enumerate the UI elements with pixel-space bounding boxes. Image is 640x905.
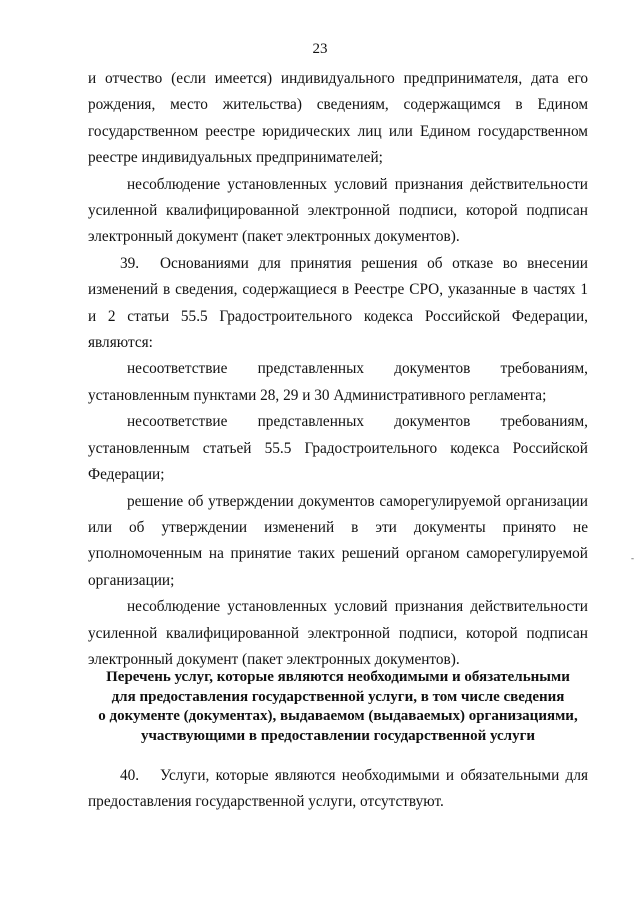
paragraph-40 — [88, 763, 588, 816]
section-heading-line: для предоставления государственной услуги, в том числе сведения — [111, 688, 565, 705]
paragraph-number: 39. — [120, 254, 140, 272]
section-heading-line: Перечень услуг, которые являются необходимыми и обязательными — [106, 669, 570, 685]
paragraph-signature-invalid: несоблюдение установленных условий признания действительности усиленной квалифицированной электронной подписи, которой подписан электронный документ (пакет электронных документов). — [88, 175, 588, 246]
paragraph-number: 40. — [120, 767, 140, 784]
paragraph-nonconformity-regulation: несоответствие представленных документов требованиям, установленным пунктами 28, 29 и 30 Административного регламента; — [88, 360, 588, 404]
closing-section — [88, 763, 588, 816]
paragraph-39-text: Основаниями для принятия решения об отказе во внесении изменений в сведения, содержащиеся в Реестре СРО, указанные в частях 1 и 2 статьи 55.5 Градостроительного кодекса Российской Федерации, являются: — [88, 254, 588, 352]
paragraph-40-text: Услуги, которые являются необходимыми и обязательными для предоставления государственной услуги, отсутствуют. — [88, 767, 588, 811]
paragraph-signature-invalid-2: несоблюдение установленных условий признания действительности усиленной квалифицированной электронной подписи, которой подписан электронный документ (пакет электронных документов). — [88, 598, 588, 668]
page-number: 23 — [312, 41, 328, 57]
paragraph-39 — [88, 251, 588, 357]
document-body — [88, 66, 588, 673]
paragraph-applicant-data-mismatch: и отчество (если имеется) индивидуального предпринимателя, дата его рождения, место жительства) сведениям, содержащимся в Едином государственном реестре юридических лиц или Едином государственном реестре индивидуальных предпринимателей; — [88, 70, 588, 167]
section-heading-line: о документе (документах), выдаваемом (выдаваемых) организациями, — [98, 708, 578, 724]
margin-mark: - — [631, 553, 634, 563]
section-heading — [80, 668, 596, 746]
paragraph-unauthorized-decision: решение об утверждении документов саморегулируемой организации или об утверждении изменений в эти документы принято не уполномоченным на принятие таких решений органом саморегулируемой организации; — [88, 492, 588, 589]
section-heading-line: участвующими в предоставлении государственной услуги — [140, 727, 536, 744]
paragraph-nonconformity-code: несоответствие представленных документов требованиям, установленным статьей 55.5 Градостроительного кодекса Российской Федерации; — [88, 413, 588, 484]
